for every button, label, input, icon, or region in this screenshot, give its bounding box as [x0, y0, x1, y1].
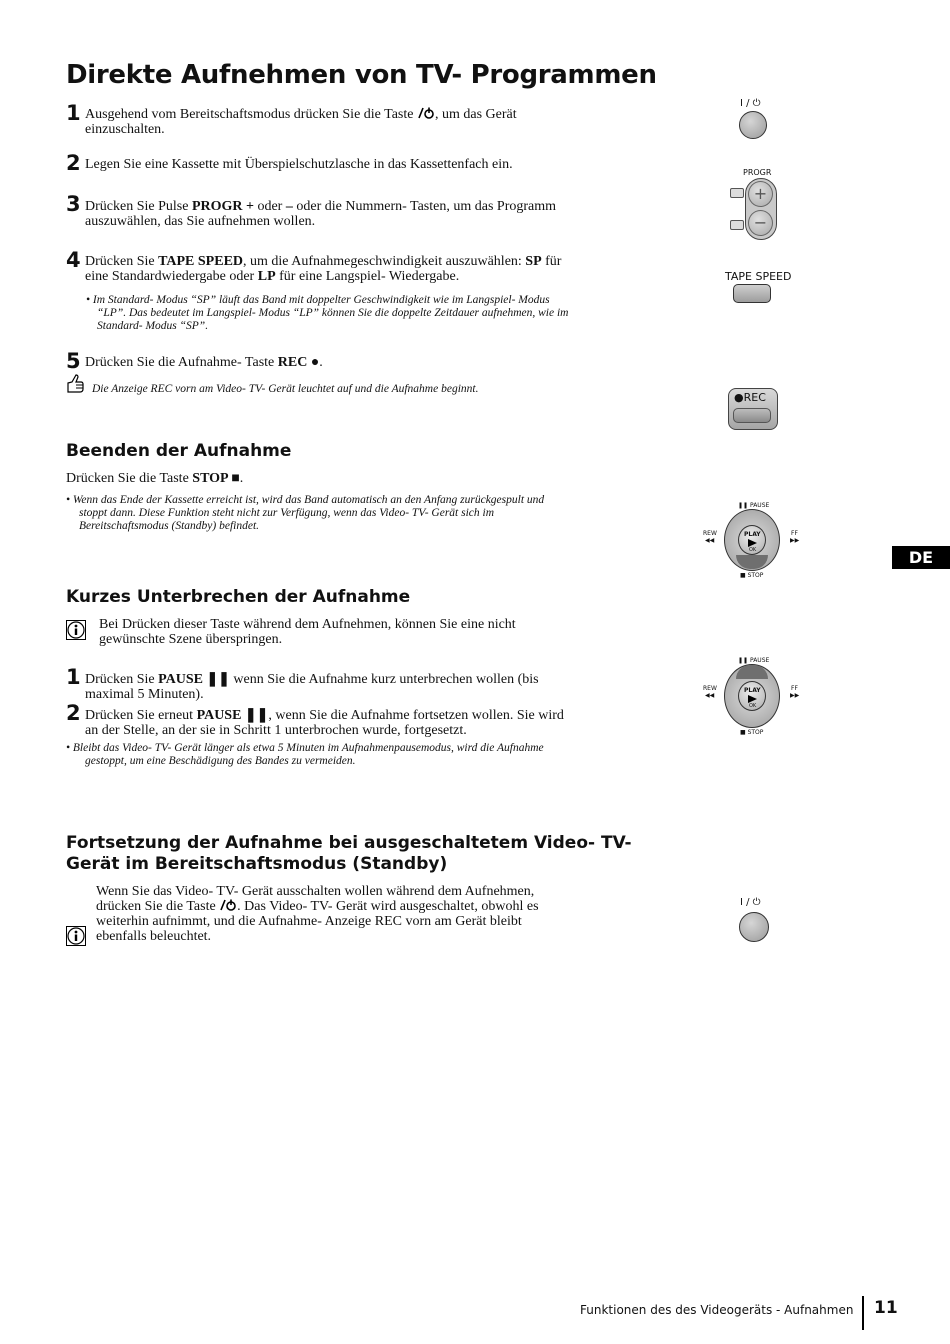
- footer-divider: [862, 1296, 864, 1330]
- rewind-icon: ◀◀: [705, 537, 715, 544]
- power-button-label: I / ⏻: [740, 897, 761, 908]
- progr-label: PROGR: [743, 168, 772, 177]
- rec-label: ●REC: [734, 391, 766, 404]
- play-ok-button[interactable]: PLAY OK: [738, 525, 766, 555]
- page-number: 11: [874, 1298, 898, 1318]
- tape-speed-button[interactable]: [733, 284, 771, 303]
- stop-note: • Wenn das Ende der Kassette erreicht ist, wird das Band automatisch an den Anfang zurückgespult und stoppt dann. Diese Funktion steht nicht zur Verfügung, wenn das Video- TV- Gerät sich im Bereitschaftsmodus (Standby) befindet.: [66, 494, 545, 532]
- section-heading-standby: Fortsetzung der Aufnahme bei ausgeschaltetem Video- TV- Gerät im Bereitschaftsmodus (Standby): [66, 833, 632, 874]
- info-icon: [66, 620, 86, 640]
- step-4-note: • Im Standard- Modus “SP” läuft das Band mit doppelter Geschwindigkeit wie im Langspiel- Modus “LP”. Das bedeutet im Langspiel- Modus “LP” können Sie die doppelte Zeitdauer aufnehmen, wie im Standard- Modus “SP”.: [86, 294, 569, 332]
- power-icon: [219, 899, 237, 911]
- step-number: 4: [66, 248, 81, 272]
- page-title: Direkte Aufnehmen von TV- Programmen: [66, 60, 657, 90]
- power-icon: [417, 107, 435, 119]
- standby-text: Wenn Sie das Video- TV- Gerät ausschalten wollen während dem Aufnehmen, drücken Sie die Taste . Das Video- TV- Gerät wird ausgeschaltet, obwohl es weiterhin aufnimmt, und die Aufnahme- Anzeige REC vorn am Gerät bleibt ebenfalls beleuchtet.: [96, 884, 539, 944]
- play-icon: [748, 695, 757, 703]
- step-number: 2: [66, 701, 81, 725]
- play-ok-button[interactable]: PLAY OK: [738, 681, 766, 711]
- nav-pad-stop: ❚❚ PAUSE PLAY OK REW FF ◀◀ ▶▶ ■ STOP: [703, 502, 800, 579]
- fast-forward-icon: ▶▶: [790, 537, 800, 544]
- power-button[interactable]: [739, 912, 769, 942]
- channel-down-icon: [730, 220, 744, 230]
- info-icon: [66, 926, 86, 946]
- hint-text: Die Anzeige REC vorn am Video- TV- Gerät leuchtet auf und die Aufnahme beginnt.: [92, 383, 479, 395]
- progr-rocker[interactable]: [745, 178, 777, 240]
- footer-text: Funktionen des des Videogeräts - Aufnahmen: [580, 1303, 854, 1317]
- rec-button[interactable]: [728, 388, 778, 430]
- power-button-label: I / ⏻: [740, 98, 761, 109]
- nav-pad-pause: ❚❚ PAUSE PLAY OK REW FF ◀◀ ▶▶ ■ STOP: [703, 657, 800, 736]
- channel-up-icon: [730, 188, 744, 198]
- tape-speed-label: TAPE SPEED: [725, 270, 792, 283]
- play-icon: [748, 539, 757, 547]
- progr-plus-button[interactable]: +: [748, 181, 773, 207]
- step-number: 5: [66, 349, 81, 373]
- step-number: 1: [66, 101, 81, 125]
- power-button[interactable]: [739, 111, 767, 139]
- section-heading-stop: Beenden der Aufnahme: [66, 441, 292, 461]
- progr-minus-button[interactable]: −: [748, 210, 773, 236]
- step-number: 3: [66, 192, 81, 216]
- pause-info-text: Bei Drücken dieser Taste während dem Aufnehmen, können Sie eine nicht gewünschte Szene überspringen.: [99, 617, 516, 647]
- pause-note: • Bleibt das Video- TV- Gerät länger als etwa 5 Minuten im Aufnahmenpausemodus, wird die Aufnahme gestoppt, um eine Beschädigung des Bandes zu vermeiden.: [66, 742, 544, 767]
- section-heading-pause: Kurzes Unterbrechen der Aufnahme: [66, 587, 411, 607]
- step-number: 1: [66, 665, 81, 689]
- rewind-icon: ◀◀: [705, 692, 715, 699]
- hand-pointing-icon: [66, 374, 88, 394]
- language-tab: DE: [892, 546, 950, 569]
- step-number: 2: [66, 151, 81, 175]
- stop-instruction: Drücken Sie die Taste STOP ■.: [66, 471, 244, 486]
- fast-forward-icon: ▶▶: [790, 692, 800, 699]
